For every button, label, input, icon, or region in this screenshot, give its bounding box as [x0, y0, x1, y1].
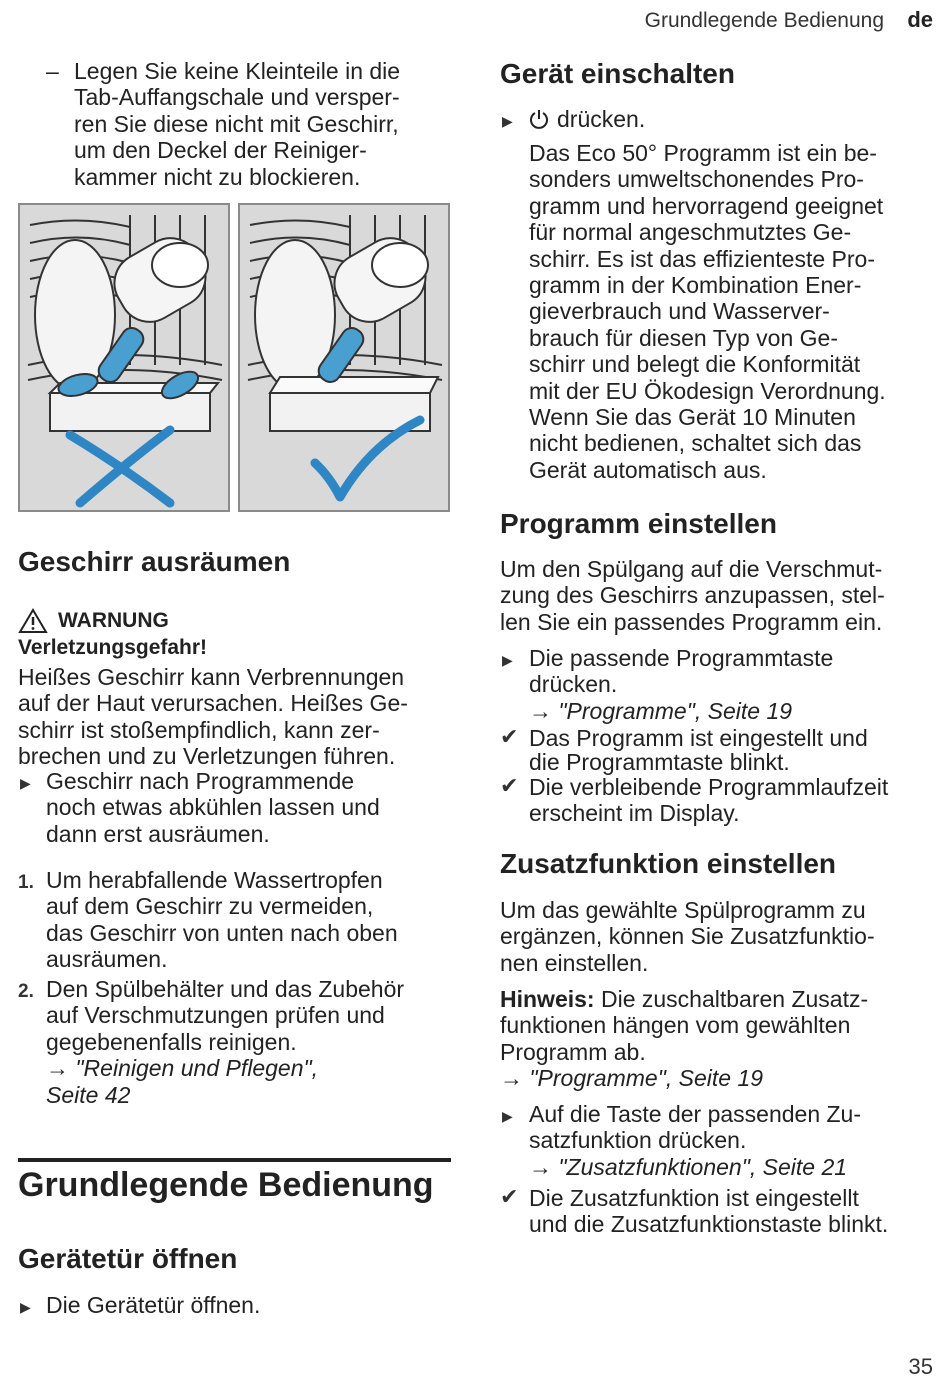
text-line: Um das gewählte Spülprogramm zu [500, 897, 866, 923]
text-line: gramm und hervorragend geeignet [529, 192, 884, 219]
step-1 [46, 867, 456, 973]
reference-text: "Zusatzfunktionen", Seite 21 [558, 1153, 848, 1180]
text-line: und die Zusatzfunktionstaste blinkt. [529, 1211, 889, 1238]
text-line: Gerät automatisch aus. [529, 456, 767, 483]
program-action [529, 645, 939, 724]
warning-text [18, 664, 458, 770]
action-bullet-icon: ▶ [502, 652, 513, 668]
text-line: Tab-Auffangschale und versper- [74, 84, 400, 111]
chapter-title: Grundlegende Bedienung [18, 1166, 434, 1204]
text-line: Das Programm ist eingestellt und [529, 725, 868, 751]
text-line: ren Sie diese nicht mit Geschirr, [74, 110, 399, 137]
arrow-right-icon: → [46, 1055, 76, 1082]
checkmark-icon: ✔ [500, 724, 519, 749]
intro-paragraph [74, 58, 454, 190]
text-line: für normal angeschmutztes Ge- [529, 219, 852, 246]
reference-text: "Programme", Seite 19 [558, 697, 793, 724]
text-line: Den Spülbehälter und das Zubehör [46, 976, 405, 1002]
text-line: um den Deckel der Reiniger- [74, 137, 367, 164]
reference-page[interactable]: Seite 42 [46, 1081, 131, 1108]
cross-reference-link[interactable] [500, 1065, 940, 1091]
language-code: de [907, 7, 933, 32]
extra-function-result [529, 1185, 949, 1238]
text-line: Auf die Taste der passenden Zu- [529, 1101, 862, 1127]
step-number: 1. [18, 872, 34, 893]
text-line: Die passende Programmtaste [529, 645, 834, 671]
checkmark-icon: ✔ [500, 773, 519, 798]
action-bullet-icon: ▶ [502, 113, 513, 129]
text-line: gegebenenfalls reinigen. [46, 1028, 297, 1055]
text-line: Geschirr nach Programmende [46, 768, 355, 794]
text-line: auf dem Geschirr zu vermeiden, [46, 893, 374, 920]
text-line: kammer nicht zu blockieren. [74, 163, 361, 190]
text-line: ausräumen. [46, 946, 168, 973]
text-line: funktionen hängen vom gewählten [500, 1012, 851, 1039]
text-line: das Geschirr von unten nach oben [46, 919, 398, 946]
arrow-right-icon: → [500, 1065, 530, 1092]
illustration-correct-placement [238, 203, 450, 512]
text-line: auf Verschmutzungen prüfen und [46, 1002, 385, 1029]
warning-triangle-icon [18, 608, 48, 634]
dishwasher-basket-illustration [20, 205, 228, 510]
extra-function-action [529, 1101, 939, 1180]
hint-block [500, 986, 940, 1092]
dishwasher-basket-illustration [240, 205, 448, 510]
running-header: Grundlegende Bedienung [644, 9, 884, 32]
section-title-program: Programm einstellen [500, 508, 777, 539]
chapter-rule [18, 1158, 451, 1162]
step-2 [46, 976, 456, 1108]
text-line: sonders umweltschonendes Pro- [529, 166, 864, 193]
section-title-door: Gerätetür öffnen [18, 1243, 238, 1274]
text-line: Um den Spülgang auf die Verschmut- [500, 556, 883, 582]
text-line: gramm in der Kombination Ener- [529, 272, 862, 299]
section-title-unload: Geschirr ausräumen [18, 546, 291, 577]
text-line: Die verbleibende Programmlaufzeit [529, 774, 889, 800]
text-line: Programm ab. [500, 1038, 646, 1065]
cross-reference-link[interactable] [46, 1055, 456, 1081]
arrow-right-icon: → [529, 697, 559, 724]
extra-function-intro [500, 897, 940, 976]
power-action: drücken. [557, 106, 646, 132]
section-title-extra-function: Zusatzfunktion einstellen [500, 848, 837, 879]
reference-text: "Programme", Seite 19 [529, 1065, 764, 1092]
text-line: die Programmtaste blinkt. [529, 749, 790, 776]
action-bullet-icon: ▶ [20, 1299, 31, 1315]
reference-text: "Reinigen und Pflegen", [75, 1055, 319, 1082]
text-line: Wenn Sie das Gerät 10 Minuten [529, 404, 856, 431]
text-line: gieverbrauch und Wasserver- [529, 298, 830, 325]
text-line: Legen Sie keine Kleinteile in die [74, 58, 401, 84]
hint-text: Die zuschaltbaren Zusatz- [594, 986, 869, 1012]
text-line: Das Eco 50° Programm ist ein be- [529, 140, 877, 166]
arrow-right-icon: → [529, 1153, 559, 1180]
power-icon [528, 108, 550, 130]
cross-reference-link[interactable] [529, 1154, 939, 1180]
text-line: schirr. Es ist das effizienteste Pro- [529, 245, 875, 272]
text-line: noch etwas abkühlen lassen und [46, 794, 380, 821]
action-bullet-icon: ▶ [20, 775, 31, 791]
text-line: drücken. [529, 671, 618, 698]
text-line [500, 986, 940, 1012]
text-line: nen einstellen. [500, 949, 649, 976]
text-line: brechen und zu Verletzungen führen. [18, 743, 396, 770]
warning-label: WARNUNG [58, 609, 169, 632]
cross-reference-link[interactable] [529, 698, 939, 724]
program-result-1 [529, 725, 939, 776]
eco-paragraph [529, 140, 939, 483]
door-action: Die Gerätetür öffnen. [46, 1292, 261, 1318]
text-line: satzfunktion drücken. [529, 1127, 747, 1154]
step-number: 2. [18, 981, 34, 1002]
program-result-2 [529, 774, 939, 827]
text-line: schirr und belegt die Konformität [529, 351, 861, 378]
text-line: len Sie ein passendes Programm ein. [500, 608, 883, 635]
text-line: dann erst ausräumen. [46, 820, 270, 847]
text-line: mit der EU Ökodesign Verordnung. [529, 377, 886, 404]
dash-marker: – [46, 58, 59, 84]
text-line: nicht bedienen, schaltet sich das [529, 430, 862, 457]
text-line: erscheint im Display. [529, 800, 740, 827]
text-line: zung des Geschirrs anzupassen, stel- [500, 582, 885, 609]
illustration-wrong-placement [18, 203, 230, 512]
program-intro [500, 556, 940, 635]
text-line: auf der Haut verursachen. Heißes Ge- [18, 690, 408, 717]
text-line: schirr ist stoßempfindlich, kann zer- [18, 716, 380, 743]
page-number: 35 [908, 1354, 933, 1379]
text-line: brauch für diesen Typ von Ge- [529, 324, 838, 351]
text-line: Die Zusatzfunktion ist eingestellt [529, 1185, 859, 1211]
warning-action [46, 768, 456, 847]
action-bullet-icon: ▶ [502, 1108, 513, 1124]
hint-label: Hinweis: [500, 986, 595, 1012]
section-title-power-on: Gerät einschalten [500, 58, 735, 89]
checkmark-icon: ✔ [500, 1184, 519, 1209]
warning-subtitle: Verletzungsgefahr! [18, 636, 208, 659]
text-line: Heißes Geschirr kann Verbrennungen [18, 664, 405, 690]
text-line: Um herabfallende Wassertropfen [46, 867, 383, 893]
text-line: ergänzen, können Sie Zusatzfunktio- [500, 923, 875, 950]
